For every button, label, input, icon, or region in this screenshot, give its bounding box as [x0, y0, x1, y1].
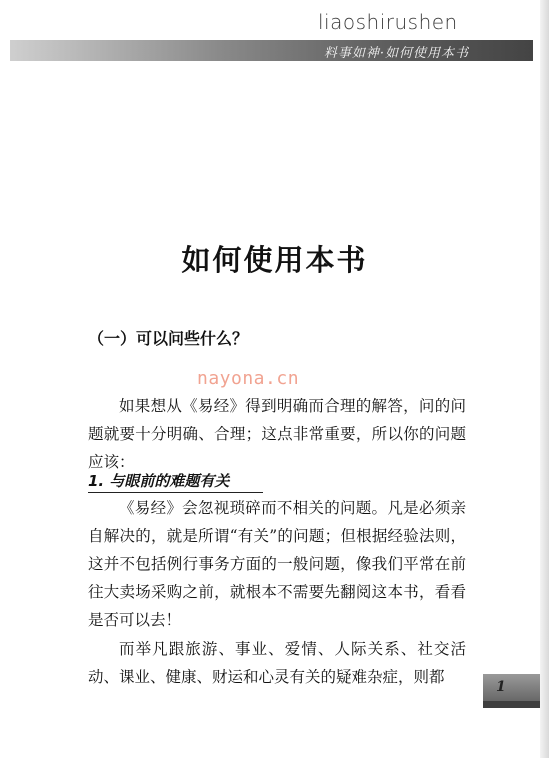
section-heading: （一）可以问些什么？	[88, 329, 249, 348]
paragraph-relevance-text: 《易经》会忽视琐碎而不相关的问题。凡是必须亲自解决的，就是所谓“有关”的问题；但根据经验法则，这并不包括例行事务方面的一般问题，像我们平常在前往大卖场采购之前，就根本不需要先翻阅这本书，看看是否可以去！	[88, 499, 466, 629]
header-bar	[10, 40, 533, 61]
paragraph-intro	[88, 392, 466, 476]
paragraph-relevance	[88, 494, 466, 634]
paragraph-topics-text: 而举凡跟旅游、事业、爱情、人际关系、社交活动、课业、健康、财运和心灵有关的疑难杂症，则都	[88, 640, 466, 686]
header-bar-text: 料事如神·如何使用本书	[323, 46, 469, 61]
paragraph-topics	[88, 635, 466, 691]
page-number: 1	[496, 679, 506, 695]
sub-heading: 1. 与眼前的难题有关	[88, 470, 263, 493]
page-number-tab-underline	[483, 701, 540, 708]
header-latin-title: liaoshirushen	[318, 10, 458, 34]
paragraph-intro-text: 如果想从《易经》得到明确而合理的解答，问的问题就要十分明确、合理；这点非常重要，所以你的问题应该：	[88, 397, 466, 471]
watermark-text: nayona.cn	[197, 368, 300, 389]
page-title: 如何使用本书	[181, 243, 368, 277]
page-edge	[540, 0, 549, 758]
